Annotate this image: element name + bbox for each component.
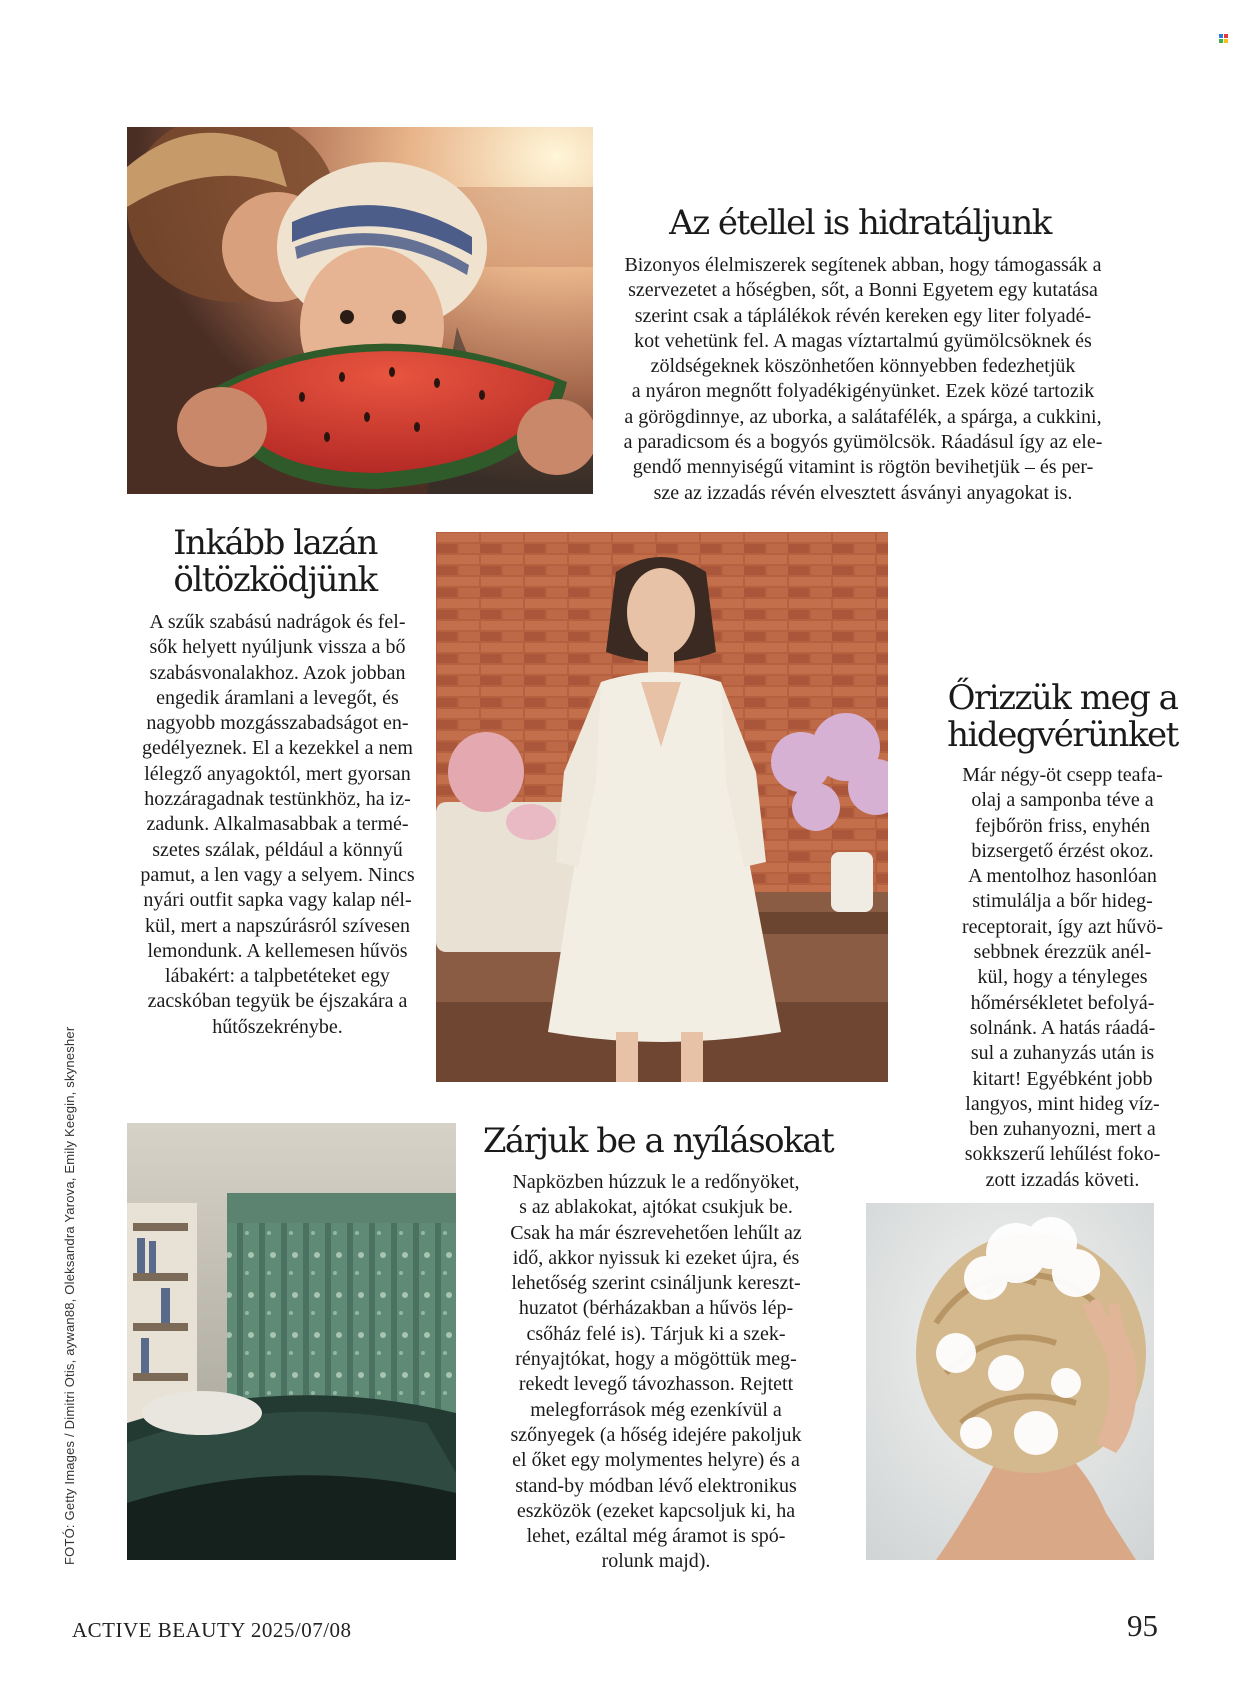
text-line: eszközök (ezeket kapcsoljuk ki, ha [516, 1499, 796, 1522]
text-line: zott izzadás követi. [985, 1168, 1140, 1191]
text-line: zadunk. Alkalmasabbak a termé- [146, 813, 409, 836]
title-line: Őrizzük meg a [947, 678, 1178, 718]
text-line: rényajtókat, hogy a mögöttük meg- [515, 1348, 797, 1371]
text-line: a nyáron megnőtt folyadékigényünket. Ezek közé tartozik [631, 380, 1095, 403]
text-line: zacskóban tegyük be éjszakára a [147, 990, 408, 1013]
text-line: langyos, mint hideg víz- [965, 1092, 1160, 1115]
photo-credit: FOTÓ: Getty Images / Dimitri Otis, aywan88, Oleksandra Yarova, Emily Keegin, skynesher [62, 1026, 77, 1565]
text-line: stand-by módban lévő elektronikus [515, 1474, 797, 1497]
section-body-food-hydration [598, 253, 1128, 506]
text-line: szabásvonalakhoz. Azok jobban [149, 661, 406, 684]
text-line: ben zuhanyozni, mert a [969, 1118, 1156, 1141]
title-line: Inkább lazán [173, 523, 377, 563]
text-line: a paradicsom és a bogyós gyümölcsök. Ráadásul így az ele- [623, 431, 1103, 454]
text-line: sokkszerű lehűlést foko- [964, 1143, 1161, 1166]
text-line: kül, mert a napszúrásról szívesen [145, 914, 410, 937]
watermelon-photo [127, 127, 593, 494]
text-line: idő, akkor nyissuk ki ezeket újra, és [512, 1246, 800, 1269]
text-line: rekedt levegő távozhasson. Rejtett [518, 1373, 794, 1396]
text-line: lábakért: a talpbetéteket egy [165, 965, 390, 988]
text-line: A szűk szabású nadrágok és fel- [149, 611, 406, 633]
text-line: szőnyegek (a hőség idejére pakoljuk [510, 1423, 802, 1446]
text-line: lélegző anyagoktól, mert gyorsan [144, 762, 411, 785]
section-title-close-openings: Zárjuk be a nyílásokat [482, 1121, 834, 1161]
text-line: Napközben húzzuk le a redőnyöket, [512, 1171, 800, 1193]
text-line: nyári outfit sapka vagy kalap nél- [143, 889, 412, 912]
page-number: 95 [1127, 1608, 1158, 1643]
text-line: sebbnek érezzük anél- [973, 941, 1152, 964]
text-line: csőház felé is). Tárjuk ki a szek- [526, 1322, 786, 1345]
text-line: hőmérsékletet befolyá- [970, 991, 1155, 1014]
section-title-food-hydration: Az étellel is hidratáljunk [669, 203, 1051, 243]
text-line: sze az izzadás révén elvesztett ásványi anyagokat is. [653, 481, 1073, 504]
text-line: szetes szálak, például a könnyű [152, 838, 403, 861]
text-line: kot vehetünk fel. A magas víztartalmú gyümölcsöknek és [634, 329, 1092, 352]
text-line: szerint csak a táplálékok révén kereken egy liter folyadé- [634, 304, 1092, 327]
color-mark-icon [1219, 34, 1228, 43]
text-line: hozzáragadnak testünkhöz, ha iz- [144, 788, 411, 811]
text-line: kül, hogy a tényleges [977, 966, 1148, 989]
shampoo-hair-photo [866, 1203, 1154, 1560]
text-line: olaj a samponba téve a [971, 789, 1154, 812]
text-line: zöldségeknek köszönhetően könnyebben fedezhetjük [650, 355, 1076, 378]
text-line: lehetőség szerint csináljunk kereszt- [511, 1272, 801, 1295]
text-line: fejbőrön friss, enyhén [975, 814, 1150, 837]
text-line: stimulálja a bőr hideg- [972, 890, 1153, 913]
text-line: gedélyeznek. El a kezekkel a nem [142, 737, 413, 760]
text-line: melegforrások még ezenkívül a [530, 1398, 782, 1421]
text-line: gendő mennyiségű vitamint is rögtön bevihetjük – és per- [632, 456, 1094, 479]
text-line: receptorait, így azt hűvö- [961, 915, 1164, 938]
magazine-issue: ACTIVE BEAUTY 2025/07/08 [72, 1618, 352, 1642]
text-line: bizsergető érzést okoz. [971, 839, 1154, 862]
title-line: hidegvérünket [947, 714, 1178, 755]
text-line: sul a zuhanyzás után is [970, 1042, 1155, 1065]
text-line: Bizonyos élelmiszerek segítenek abban, hogy támogassák a [624, 254, 1102, 276]
section-title-loose-clothing [130, 525, 420, 598]
text-line: Csak ha már észrevehetően lehűlt az [510, 1221, 802, 1244]
section-title-keep-cool [920, 680, 1205, 753]
text-line: nagyobb mozgásszabadságot en- [146, 712, 409, 735]
text-line: lehet, ezáltal még áramot is spó- [526, 1525, 786, 1548]
white-dress-photo [436, 532, 888, 1082]
text-line: s az ablakokat, ajtókat csukjuk be. [519, 1196, 793, 1219]
section-body-close-openings [466, 1170, 846, 1575]
text-line: hűtőszekrénybe. [212, 1015, 343, 1038]
text-line: solnánk. A hatás ráadá- [969, 1016, 1156, 1039]
bedroom-photo [127, 1123, 456, 1560]
text-line: pamut, a len vagy a selyem. Nincs [140, 863, 415, 886]
text-line: rolunk majd). [601, 1550, 711, 1573]
text-line: engedik áramlani a levegőt, és [156, 686, 399, 709]
text-line: el őket egy molymentes helyre) és a [512, 1449, 800, 1472]
text-line: szervezetet a hőségben, sőt, a Bonni Egyetem egy kutatása [628, 279, 1098, 302]
text-line: a görögdinnye, az uborka, a salátafélék, a spárga, a cukkini, [624, 405, 1102, 428]
text-line: Már négy-öt csepp teafa- [962, 764, 1163, 786]
title-line: öltözködjünk [173, 559, 377, 600]
section-body-loose-clothing [115, 610, 440, 1040]
text-line: huzatot (bérházakban a hűvös lép- [518, 1297, 794, 1320]
text-line: A mentolhoz hasonlóan [968, 865, 1157, 888]
section-body-keep-cool [915, 763, 1210, 1193]
text-line: sők helyett nyúljunk vissza a bő [149, 636, 406, 659]
text-line: kitart! Egyébként jobb [972, 1067, 1153, 1090]
text-line: lemondunk. A kellemesen hűvös [147, 939, 408, 962]
